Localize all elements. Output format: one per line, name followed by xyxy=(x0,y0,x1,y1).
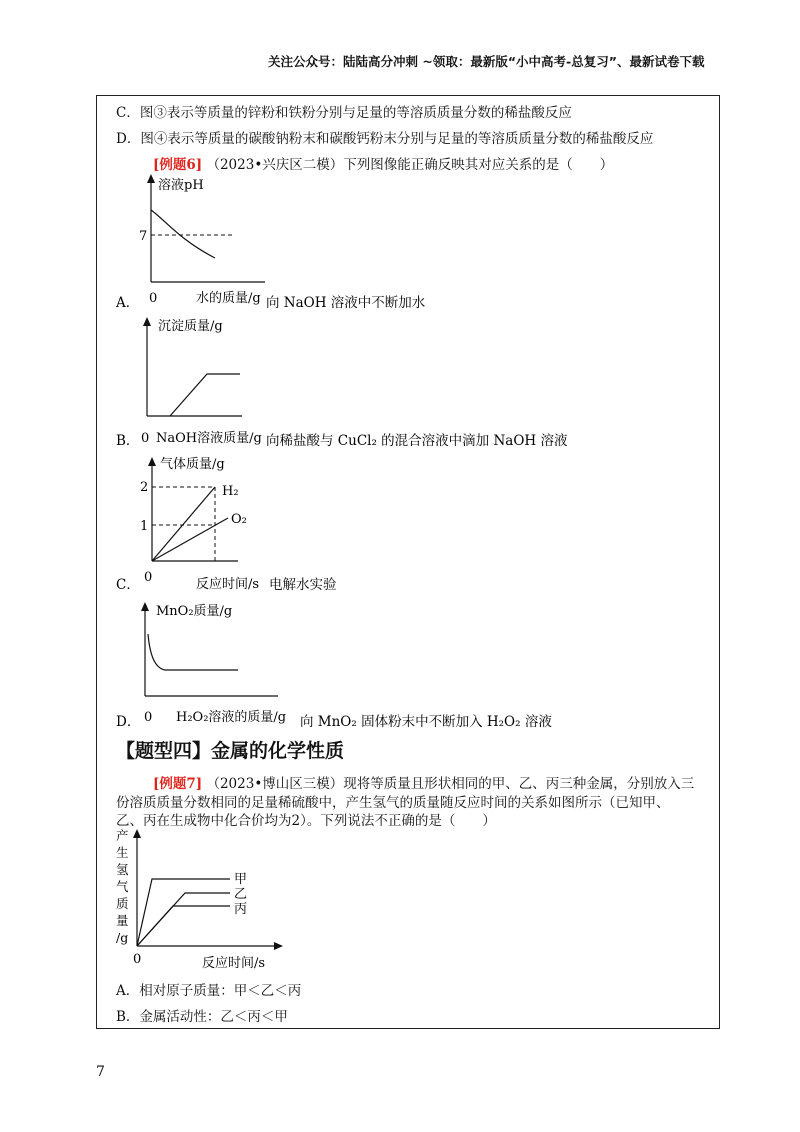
chart-a-tick-7: 7 xyxy=(139,229,148,244)
chart-a-ylabel: 溶液pH xyxy=(158,178,204,193)
page-number: 7 xyxy=(96,1064,105,1080)
chart-ex7-xlabel: 反应时间/s xyxy=(202,956,266,971)
chart-ex7-line-bing xyxy=(137,906,230,946)
example7-line1: （2023•博山区三模）现将等质量且形状相同的甲、乙、丙三种金属，分别放入三 xyxy=(206,776,695,792)
chart-c-h2-line xyxy=(152,487,215,561)
example6-tag: [例题6] xyxy=(153,157,203,173)
chart-c-o2-line xyxy=(152,518,228,561)
example6-text: （2023•兴庆区二模）下列图像能正确反映其对应关系的是（ ） xyxy=(206,157,614,173)
svg-text:量: 量 xyxy=(116,913,129,928)
chart-ex7-line-yi xyxy=(137,893,230,946)
option-c-label: C． xyxy=(116,577,140,593)
chart-a-curve xyxy=(151,210,215,258)
chart-c-o2-label: O₂ xyxy=(231,512,247,527)
chart-d-xlabel: H₂O₂溶液的质量/g xyxy=(176,710,287,725)
chart-a-xlabel: 水的质量/g xyxy=(196,291,261,306)
chart-ex7 xyxy=(110,826,310,976)
chart-b xyxy=(110,312,710,452)
chart-ex7-label-jia: 甲 xyxy=(234,872,248,887)
chart-ex7-ylabel xyxy=(116,828,129,945)
chart-a-y-arrow xyxy=(147,174,155,183)
svg-text:生: 生 xyxy=(116,845,129,860)
chart-ex7-label-bing: 丙 xyxy=(234,902,248,917)
option-d-prev: D．图④表示等质量的碳酸钠粉末和碳酸钙粉末分别与足量的等溶质质量分数的稀盐酸反应 xyxy=(116,131,654,147)
chart-c-y-arrow xyxy=(148,457,156,466)
chart-d-curve xyxy=(148,634,238,670)
chart-c-tick-2: 2 xyxy=(140,480,149,495)
option-b-label: B． xyxy=(116,433,140,449)
chart-c xyxy=(110,450,710,595)
chart-c-h2-label: H₂ xyxy=(222,484,239,499)
chart-b-ylabel: 沉淀质量/g xyxy=(158,319,223,334)
chart-ex7-line-jia xyxy=(137,879,230,946)
chart-c-xlabel: 反应时间/s xyxy=(196,577,260,592)
page-header: 关注公众号：陆陆高分冲刺 ~领取：最新版“小中高考-总复习”、最新试卷下载 xyxy=(268,54,705,69)
chart-c-origin: 0 xyxy=(144,570,153,585)
example7-line2: 份溶质质量分数相同的足量稀硫酸中，产生氢气的质量随反应时间的关系如图所示（已知甲、 xyxy=(116,795,670,811)
section-title: 【题型四】金属的化学性质 xyxy=(116,740,345,762)
chart-b-origin: 0 xyxy=(141,431,150,446)
example7-question xyxy=(153,772,694,792)
example7-line3: 乙、丙在生成物中化合价均为2）。下列说法不正确的是（ ） xyxy=(116,813,496,829)
chart-ex7-x-arrow xyxy=(274,942,283,950)
svg-text:氢: 氢 xyxy=(116,862,129,877)
chart-b-xlabel: NaOH溶液质量/g xyxy=(156,431,262,446)
svg-text:/g: /g xyxy=(116,930,129,945)
chart-ex7-origin: 0 xyxy=(133,952,142,967)
option-a-label: A． xyxy=(116,295,140,311)
chart-c-ylabel: 气体质量/g xyxy=(160,457,225,472)
option-a-desc: 向 NaOH 溶液中不断加水 xyxy=(266,295,426,311)
chart-ex7-label-yi: 乙 xyxy=(234,887,248,902)
chart-c-tick-1: 1 xyxy=(140,519,149,534)
option-b-desc: 向稀盐酸与 CuCl₂ 的混合溶液中滴加 NaOH 溶液 xyxy=(266,433,568,449)
example7-tag: [例题7] xyxy=(153,776,203,792)
chart-d-origin: 0 xyxy=(144,710,153,725)
chart-b-y-arrow xyxy=(143,317,151,326)
chart-ex7-y-arrow xyxy=(133,829,141,838)
option-d-desc: 向 MnO₂ 固体粉末中不断加入 H₂O₂ 溶液 xyxy=(300,714,552,730)
svg-text:质: 质 xyxy=(116,896,129,911)
option-d-label: D． xyxy=(116,714,141,730)
example7-option-b: B．金属活动性：乙＜丙＜甲 xyxy=(116,1009,288,1025)
svg-text:气: 气 xyxy=(116,879,129,894)
example7-option-a: A．相对原子质量：甲＜乙＜丙 xyxy=(116,983,302,999)
chart-a-origin: 0 xyxy=(149,291,158,306)
chart-d-y-arrow xyxy=(141,602,149,611)
chart-a xyxy=(110,170,710,315)
svg-text:产: 产 xyxy=(116,828,129,843)
option-c-prev: C．图③表示等质量的锌粉和铁粉分别与足量的等溶质质量分数的稀盐酸反应 xyxy=(116,105,572,121)
chart-d xyxy=(110,596,710,730)
option-c-desc: 电解水实验 xyxy=(269,577,337,593)
chart-b-curve xyxy=(170,374,240,416)
chart-d-ylabel: MnO₂质量/g xyxy=(156,604,233,619)
